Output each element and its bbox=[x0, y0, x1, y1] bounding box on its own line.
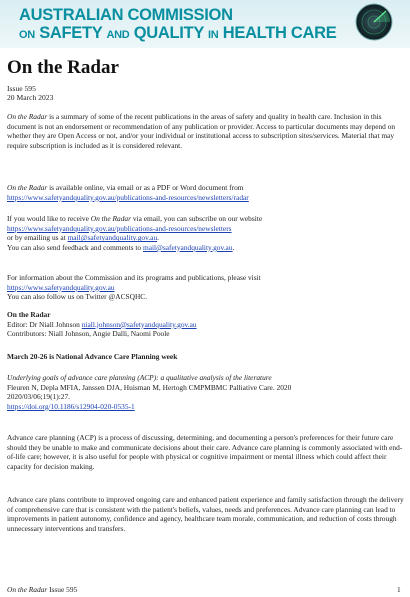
issue-number: Issue 595 bbox=[7, 84, 36, 93]
subscribe-text-a: If you would like to receive bbox=[7, 214, 91, 223]
availability-paragraph bbox=[7, 183, 405, 202]
email-link-2[interactable]: mail@safetyandquality.gov.au bbox=[142, 242, 233, 252]
subscribe-text-d: . bbox=[157, 233, 160, 243]
footer-issue: Issue 595 bbox=[47, 585, 78, 594]
editor-email-link[interactable]: niall.johnson@safetyandquality.gov.au bbox=[81, 319, 197, 329]
org-word-health-care: HEALTH CARE bbox=[222, 24, 337, 42]
reference-title: Underlying goals of advance care planning (ACP): a qualitative analysis of the literature bbox=[7, 373, 272, 382]
reference-citation: 2020/03/06;19(1):27. bbox=[7, 392, 71, 402]
radar-link[interactable]: https://www.safetyandquality.gov.au/publications-and-resources/newsletters/radar bbox=[7, 192, 249, 202]
credits-heading: On the Radar bbox=[7, 310, 51, 319]
doi-link[interactable]: https://doi.org/10.1186/s12904-020-0535-1 bbox=[7, 401, 135, 411]
org-name-line1: AUSTRALIAN COMMISSION bbox=[19, 6, 233, 24]
reference-authors: Fleuren N, Depla MFIA, Janssen DJA, Huisman M, Hertogh CMPMBMC Palliative Care. 2020 bbox=[7, 382, 292, 392]
org-word-and: AND bbox=[106, 29, 130, 41]
acp-paragraph-2: Advance care plans contribute to improved ongoing care and enhanced patient experience and family satisfaction through the delivery of comprehensive care that is consistent with the patient's beliefs, values, needs and preferences. Advance care planning can lead to improvements in patient autonomy, confidence and agency, healthcare team morale, communication, and reduction of costs through unnecessary interventions and transfers. bbox=[7, 495, 404, 533]
credits-block bbox=[7, 310, 405, 339]
subscribe-text-e: You can also send feedback and comments to bbox=[7, 242, 143, 252]
acp-paragraph-1: Advance care planning (ACP) is a process of discussing, determining, and documenting a person's preferences for their future care should they be unable to make and communicate decisions about their care. Advance care planning is commonly associated with end-of-life care; however, it is also useful for people with physical or cognitive impairment or mental illness which could affect their capacity for decision making. bbox=[7, 433, 403, 471]
masthead bbox=[0, 0, 410, 48]
org-word-quality: QUALITY bbox=[133, 24, 204, 42]
subscribe-italic: On the Radar bbox=[90, 214, 131, 223]
intro-italic: On the Radar bbox=[7, 112, 48, 121]
page-number: 1 bbox=[397, 585, 401, 594]
newsletters-link[interactable]: https://www.safetyandquality.gov.au/publications-and-resources/newsletters bbox=[7, 223, 232, 233]
editor-label: Editor: Dr Niall Johnson bbox=[7, 319, 82, 329]
org-word-on: ON bbox=[19, 29, 35, 41]
availability-text: is available online, via email or as a PDF or Word document from bbox=[47, 183, 244, 192]
org-word-in: IN bbox=[208, 29, 219, 41]
footer-label bbox=[7, 585, 77, 594]
issue-date: 20 March 2023 bbox=[7, 93, 54, 102]
page-title: On the Radar bbox=[7, 57, 119, 78]
section-heading: March 20-26 is National Advance Care Planning week bbox=[7, 352, 178, 361]
subscribe-text-f: . bbox=[232, 242, 235, 252]
info-text: For information about the Commission and its programs and publications, please visit bbox=[7, 273, 261, 282]
contributors-text: Contributors: Niall Johnson, Angie Dalli, Naomi Poole bbox=[7, 329, 170, 339]
email-link-1[interactable]: mail@safetyandquality.gov.au bbox=[67, 233, 158, 243]
radar-logo-icon bbox=[355, 3, 393, 41]
info-paragraph bbox=[7, 273, 405, 302]
subscribe-text-b: via email, you can subscribe on our website bbox=[130, 214, 263, 223]
org-word-safety: SAFETY bbox=[39, 24, 103, 42]
reference-block bbox=[7, 373, 405, 411]
commission-link[interactable]: https://www.safetyandquality.gov.au bbox=[7, 282, 115, 292]
intro-text: is a summary of some of the recent publications in the areas of safety and quality in health care. Inclusion in this document is not an endorsement or recommendation of any publication or provider. Access to particular documents may depend on whether they are Open Access or not, and/or your individual or institutional access to subscription sites/services. Material that may require subscription is included as it is considered relevant. bbox=[7, 112, 396, 150]
org-name-line2 bbox=[19, 24, 336, 43]
twitter-text: You can also follow us on Twitter @ACSQHC. bbox=[7, 292, 148, 302]
subscribe-paragraph bbox=[7, 214, 405, 252]
subscribe-text-c: or by emailing us at bbox=[7, 233, 68, 243]
intro-paragraph bbox=[7, 112, 405, 150]
footer-italic: On the Radar bbox=[7, 585, 48, 594]
availability-italic: On the Radar bbox=[7, 183, 48, 192]
